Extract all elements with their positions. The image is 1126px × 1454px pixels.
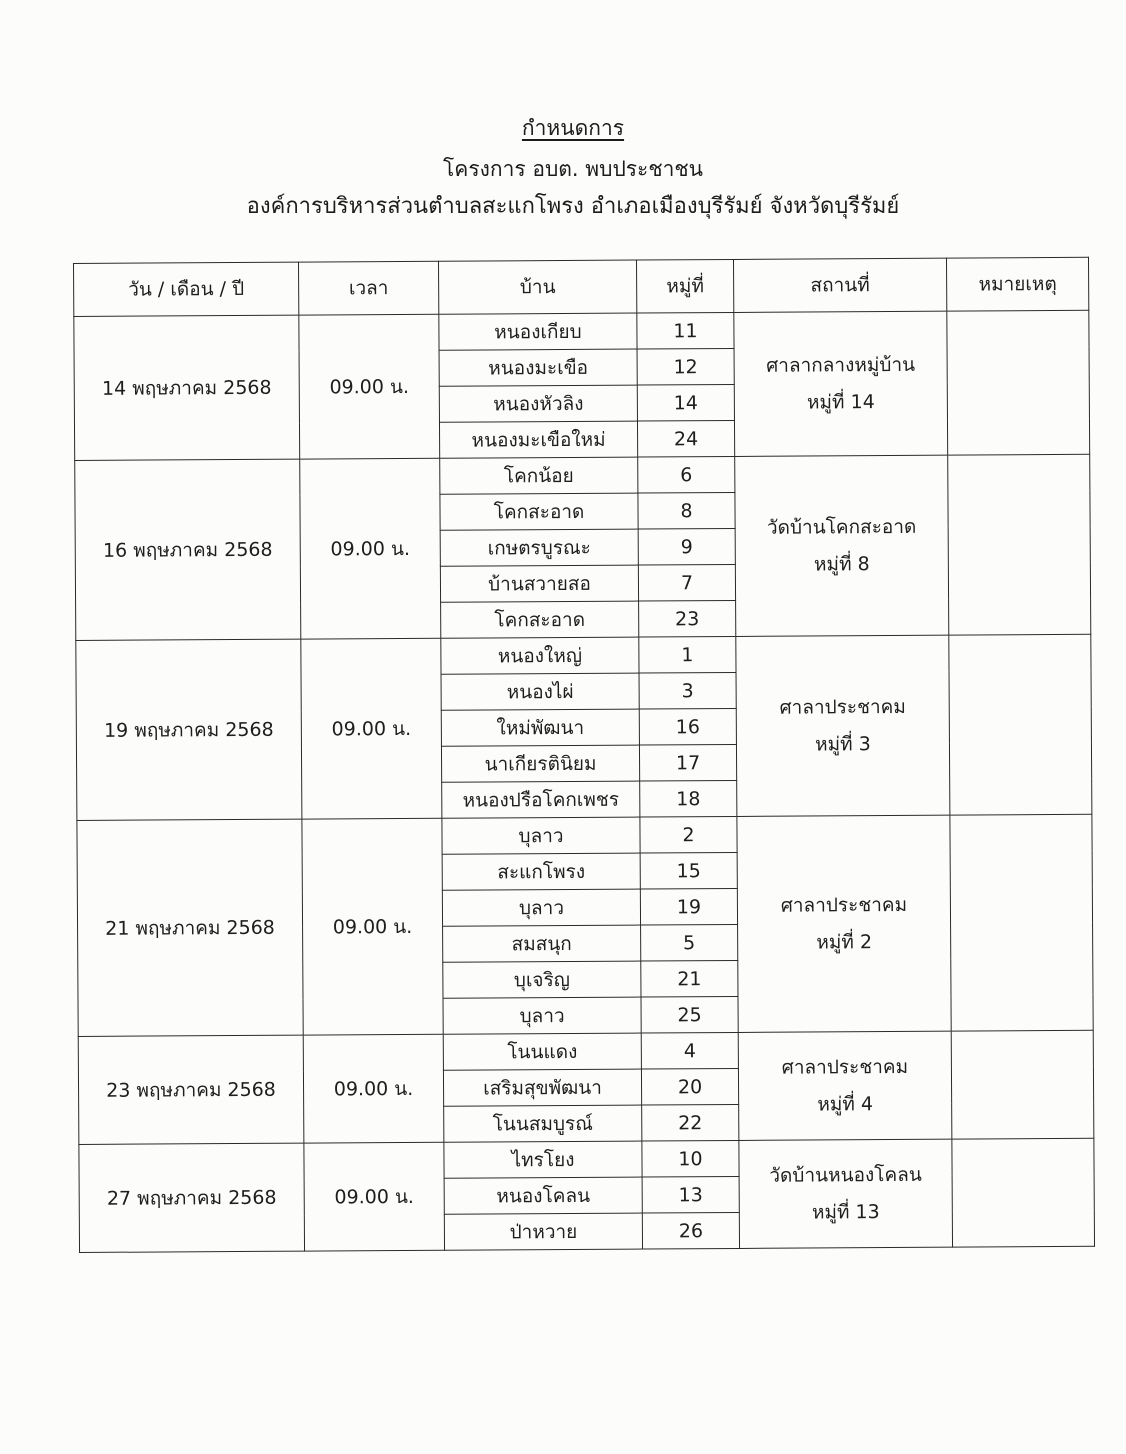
moo-cell: 10 xyxy=(642,1140,739,1177)
village-cell: เสริมสุขพัฒนา xyxy=(443,1069,641,1106)
moo-cell: 6 xyxy=(638,456,735,493)
place-line-2: หมู่ที่ 2 xyxy=(816,930,873,953)
table-row xyxy=(75,454,1090,496)
moo-cell: 13 xyxy=(642,1176,739,1213)
moo-cell: 3 xyxy=(639,672,736,709)
date-cell: 19 พฤษภาคม 2568 xyxy=(76,639,302,820)
moo-cell: 8 xyxy=(638,492,735,529)
place-line-1: ศาลากลางหมู่บ้าน xyxy=(766,353,916,377)
note-cell xyxy=(952,1138,1095,1247)
village-cell: โคกสะอาด xyxy=(440,493,638,530)
note-cell xyxy=(950,814,1093,1031)
moo-cell: 14 xyxy=(637,384,734,421)
moo-cell: 9 xyxy=(638,528,735,565)
place-line-2: หมู่ที่ 13 xyxy=(811,1200,880,1224)
village-cell: บุลาว xyxy=(442,817,640,854)
table-row xyxy=(79,1138,1094,1180)
place-cell xyxy=(738,1031,952,1140)
moo-cell: 23 xyxy=(639,600,736,637)
moo-cell: 20 xyxy=(641,1068,738,1105)
organization-name: องค์การบริหารส่วนตำบลสะแกโพรง อำเภอเมืองบุรีรัมย์ จังหวัดบุรีรัมย์ xyxy=(246,194,900,219)
village-cell: โคกน้อย xyxy=(440,457,638,494)
table-row xyxy=(78,1030,1093,1072)
place-cell xyxy=(739,1139,953,1248)
village-cell: โคกสะอาด xyxy=(441,601,639,638)
column-header-note: หมายเหตุ xyxy=(946,257,1088,311)
time-cell: 09.00 น. xyxy=(301,638,442,819)
moo-cell: 5 xyxy=(641,924,738,961)
schedule-body xyxy=(74,310,1095,1252)
moo-cell: 2 xyxy=(640,816,737,853)
moo-cell: 26 xyxy=(642,1212,739,1249)
village-cell: เกษตรบูรณะ xyxy=(440,529,638,566)
moo-cell: 7 xyxy=(638,564,735,601)
village-cell: หนองโคลน xyxy=(444,1177,642,1214)
date-cell: 23 พฤษภาคม 2568 xyxy=(78,1035,304,1144)
village-cell: โนนแดง xyxy=(443,1033,641,1070)
time-cell: 09.00 น. xyxy=(299,314,440,459)
column-header-moo: หมู่ที่ xyxy=(636,259,733,313)
place-cell xyxy=(735,455,949,636)
village-cell: บ้านสวายสอ xyxy=(440,565,638,602)
table-row xyxy=(76,634,1091,676)
moo-cell: 21 xyxy=(641,960,738,997)
village-cell: หนองเกียบ xyxy=(439,313,637,350)
village-cell: บุเจริญ xyxy=(443,961,641,998)
date-cell: 16 พฤษภาคม 2568 xyxy=(75,459,301,640)
time-cell: 09.00 น. xyxy=(302,818,443,1035)
village-cell: หนองหัวลิง xyxy=(439,385,637,422)
village-cell: หนองมะเขือใหม่ xyxy=(439,421,637,458)
village-cell: หนองปรือโคกเพชร xyxy=(442,781,640,818)
moo-cell: 18 xyxy=(640,780,737,817)
village-cell: ใหม่พัฒนา xyxy=(441,709,639,746)
moo-cell: 4 xyxy=(641,1032,738,1069)
column-header-place: สถานที่ xyxy=(733,258,946,312)
table-row xyxy=(77,814,1092,856)
moo-cell: 12 xyxy=(637,348,734,385)
note-cell xyxy=(951,1030,1094,1139)
village-cell: หนองใหญ่ xyxy=(441,637,639,674)
place-line-1: วัดบ้านโคกสะอาด xyxy=(766,515,917,539)
date-cell: 27 พฤษภาคม 2568 xyxy=(79,1143,305,1252)
note-cell xyxy=(947,310,1090,455)
project-name: โครงการ อบต. พบประชาชน xyxy=(443,157,703,181)
village-cell: โนนสมบูรณ์ xyxy=(444,1105,642,1142)
table-row xyxy=(74,310,1089,352)
place-line-1: วัดบ้านหนองโคลน xyxy=(769,1163,922,1187)
note-cell xyxy=(949,634,1092,815)
place-line-1: ศาลาประชาคม xyxy=(781,1055,909,1079)
table-header-row xyxy=(74,257,1089,316)
place-line-2: หมู่ที่ 14 xyxy=(806,390,875,414)
village-cell: ป่าหวาย xyxy=(444,1213,642,1250)
place-line-1: ศาลาประชาคม xyxy=(780,893,908,917)
place-cell xyxy=(734,311,948,456)
village-cell: ไทรโยง xyxy=(444,1141,642,1178)
place-cell xyxy=(736,635,950,816)
column-header-village: บ้าน xyxy=(438,260,636,314)
village-cell: บุลาว xyxy=(442,889,640,926)
village-cell: หนองไผ่ xyxy=(441,673,639,710)
moo-cell: 25 xyxy=(641,996,738,1033)
moo-cell: 22 xyxy=(642,1104,739,1141)
place-line-2: หมู่ที่ 3 xyxy=(815,732,871,755)
village-cell: นาเกียรตินิยม xyxy=(441,745,639,782)
place-line-1: ศาลาประชาคม xyxy=(779,695,906,719)
moo-cell: 16 xyxy=(639,708,736,745)
time-cell: 09.00 น. xyxy=(303,1034,444,1143)
moo-cell: 19 xyxy=(640,888,737,925)
time-cell: 09.00 น. xyxy=(300,458,441,639)
column-header-time: เวลา xyxy=(298,261,438,315)
date-cell: 21 พฤษภาคม 2568 xyxy=(77,819,303,1036)
moo-cell: 11 xyxy=(637,312,734,349)
village-cell: หนองมะเขือ xyxy=(439,349,637,386)
column-header-date: วัน / เดือน / ปี xyxy=(74,262,299,316)
moo-cell: 15 xyxy=(640,852,737,889)
time-cell: 09.00 น. xyxy=(304,1142,445,1251)
village-cell: บุลาว xyxy=(443,997,641,1034)
place-line-2: หมู่ที่ 8 xyxy=(813,552,870,575)
village-cell: สมสนุก xyxy=(443,925,641,962)
schedule-table xyxy=(73,257,1095,1253)
village-cell: สะแกโพรง xyxy=(442,853,640,890)
place-line-2: หมู่ที่ 4 xyxy=(817,1092,874,1115)
date-cell: 14 พฤษภาคม 2568 xyxy=(74,315,300,460)
note-cell xyxy=(948,454,1091,635)
moo-cell: 1 xyxy=(639,636,736,673)
moo-cell: 24 xyxy=(637,420,734,457)
place-cell xyxy=(737,815,951,1032)
document-title: กำหนดการ xyxy=(521,116,625,140)
moo-cell: 17 xyxy=(639,744,736,781)
